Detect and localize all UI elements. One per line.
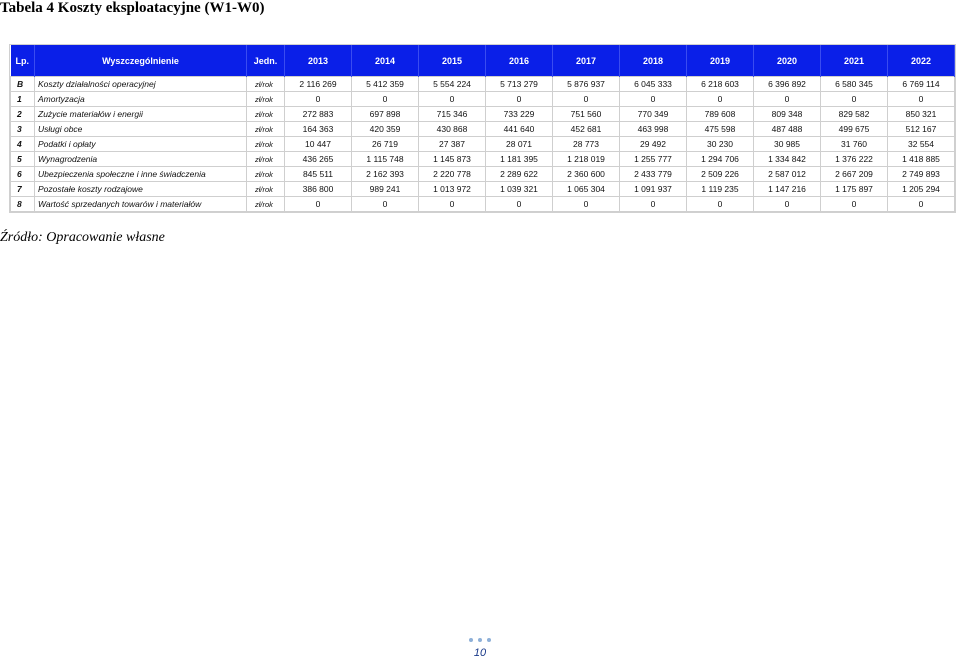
- row-number-cell: 3: [11, 122, 35, 137]
- value-cell: 0: [821, 92, 888, 107]
- value-cell: 2 162 393: [352, 167, 419, 182]
- source-note: Źródło: Opracowanie własne: [0, 230, 165, 245]
- value-cell: 430 868: [419, 122, 486, 137]
- value-cell: 28 071: [486, 137, 553, 152]
- table-row: [11, 137, 955, 152]
- column-header: 2017: [553, 45, 620, 77]
- value-cell: 26 719: [352, 137, 419, 152]
- value-cell: 2 289 622: [486, 167, 553, 182]
- column-header: 2015: [419, 45, 486, 77]
- row-description-cell: Wartość sprzedanych towarów i materiałów: [35, 197, 247, 212]
- unit-cell: zł/rok: [247, 137, 285, 152]
- value-cell: 0: [754, 92, 821, 107]
- unit-cell: zł/rok: [247, 182, 285, 197]
- value-cell: 0: [285, 92, 352, 107]
- value-cell: 1 147 216: [754, 182, 821, 197]
- unit-cell: zł/rok: [247, 107, 285, 122]
- value-cell: 0: [352, 197, 419, 212]
- row-description-cell: Podatki i opłaty: [35, 137, 247, 152]
- value-cell: 6 396 892: [754, 77, 821, 92]
- cost-table: [10, 45, 955, 212]
- cost-table-container: [9, 44, 956, 213]
- table-row: [11, 152, 955, 167]
- value-cell: 441 640: [486, 122, 553, 137]
- value-cell: 1 218 019: [553, 152, 620, 167]
- value-cell: 0: [553, 197, 620, 212]
- value-cell: 1 205 294: [888, 182, 955, 197]
- value-cell: 452 681: [553, 122, 620, 137]
- unit-cell: zł/rok: [247, 77, 285, 92]
- value-cell: 28 773: [553, 137, 620, 152]
- value-cell: 1 418 885: [888, 152, 955, 167]
- value-cell: 30 985: [754, 137, 821, 152]
- value-cell: 1 013 972: [419, 182, 486, 197]
- value-cell: 2 116 269: [285, 77, 352, 92]
- value-cell: 1 181 395: [486, 152, 553, 167]
- value-cell: 1 255 777: [620, 152, 687, 167]
- value-cell: 5 713 279: [486, 77, 553, 92]
- value-cell: 715 346: [419, 107, 486, 122]
- value-cell: 1 115 748: [352, 152, 419, 167]
- value-cell: 487 488: [754, 122, 821, 137]
- value-cell: 0: [352, 92, 419, 107]
- row-number-cell: 1: [11, 92, 35, 107]
- row-number-cell: 2: [11, 107, 35, 122]
- value-cell: 5 554 224: [419, 77, 486, 92]
- value-cell: 697 898: [352, 107, 419, 122]
- row-description-cell: Pozostałe koszty rodzajowe: [35, 182, 247, 197]
- row-description-cell: Amortyzacja: [35, 92, 247, 107]
- value-cell: 829 582: [821, 107, 888, 122]
- row-number-cell: 5: [11, 152, 35, 167]
- table-header-row: [11, 45, 955, 77]
- table-body: [11, 77, 955, 212]
- value-cell: 809 348: [754, 107, 821, 122]
- column-header: Lp.: [11, 45, 35, 77]
- value-cell: 0: [620, 92, 687, 107]
- value-cell: 1 294 706: [687, 152, 754, 167]
- value-cell: 770 349: [620, 107, 687, 122]
- value-cell: 2 667 209: [821, 167, 888, 182]
- page-footer: [456, 638, 504, 659]
- value-cell: 2 360 600: [553, 167, 620, 182]
- value-cell: 1 334 842: [754, 152, 821, 167]
- value-cell: 512 167: [888, 122, 955, 137]
- value-cell: 2 509 226: [687, 167, 754, 182]
- value-cell: 845 511: [285, 167, 352, 182]
- column-header: 2014: [352, 45, 419, 77]
- value-cell: 1 119 235: [687, 182, 754, 197]
- row-number-cell: 7: [11, 182, 35, 197]
- value-cell: 5 876 937: [553, 77, 620, 92]
- row-description-cell: Ubezpieczenia społeczne i inne świadczenia: [35, 167, 247, 182]
- value-cell: 1 039 321: [486, 182, 553, 197]
- table-row: [11, 182, 955, 197]
- row-description-cell: Koszty działalności operacyjnej: [35, 77, 247, 92]
- column-header: 2018: [620, 45, 687, 77]
- unit-cell: zł/rok: [247, 197, 285, 212]
- value-cell: 31 760: [821, 137, 888, 152]
- column-header: Wyszczególnienie: [35, 45, 247, 77]
- value-cell: 733 229: [486, 107, 553, 122]
- value-cell: 789 608: [687, 107, 754, 122]
- value-cell: 0: [888, 197, 955, 212]
- value-cell: 6 769 114: [888, 77, 955, 92]
- value-cell: 2 587 012: [754, 167, 821, 182]
- footer-dots-icon: [456, 638, 504, 644]
- value-cell: 29 492: [620, 137, 687, 152]
- column-header: 2021: [821, 45, 888, 77]
- value-cell: 850 321: [888, 107, 955, 122]
- table-row: [11, 107, 955, 122]
- value-cell: 0: [754, 197, 821, 212]
- row-number-cell: 8: [11, 197, 35, 212]
- value-cell: 6 218 603: [687, 77, 754, 92]
- value-cell: 164 363: [285, 122, 352, 137]
- column-header: Jedn.: [247, 45, 285, 77]
- value-cell: 751 560: [553, 107, 620, 122]
- value-cell: 0: [419, 197, 486, 212]
- value-cell: 1 145 873: [419, 152, 486, 167]
- row-number-cell: B: [11, 77, 35, 92]
- value-cell: 0: [285, 197, 352, 212]
- table-caption: Tabela 4 Koszty eksploatacyjne (W1-W0): [0, 0, 265, 16]
- value-cell: 6 045 333: [620, 77, 687, 92]
- value-cell: 32 554: [888, 137, 955, 152]
- value-cell: 1 376 222: [821, 152, 888, 167]
- column-header: 2022: [888, 45, 955, 77]
- row-number-cell: 6: [11, 167, 35, 182]
- value-cell: 0: [553, 92, 620, 107]
- table-row: [11, 122, 955, 137]
- value-cell: 0: [620, 197, 687, 212]
- table-row: [11, 92, 955, 107]
- value-cell: 272 883: [285, 107, 352, 122]
- value-cell: 0: [821, 197, 888, 212]
- value-cell: 1 175 897: [821, 182, 888, 197]
- value-cell: 499 675: [821, 122, 888, 137]
- value-cell: 475 598: [687, 122, 754, 137]
- value-cell: 989 241: [352, 182, 419, 197]
- value-cell: 1 065 304: [553, 182, 620, 197]
- column-header: 2019: [687, 45, 754, 77]
- value-cell: 0: [486, 197, 553, 212]
- value-cell: 436 265: [285, 152, 352, 167]
- value-cell: 27 387: [419, 137, 486, 152]
- value-cell: 0: [888, 92, 955, 107]
- unit-cell: zł/rok: [247, 152, 285, 167]
- row-description-cell: Zużycie materiałów i energii: [35, 107, 247, 122]
- page-number: 10: [473, 647, 487, 659]
- value-cell: 0: [687, 197, 754, 212]
- row-description-cell: Wynagrodzenia: [35, 152, 247, 167]
- unit-cell: zł/rok: [247, 122, 285, 137]
- value-cell: 6 580 345: [821, 77, 888, 92]
- table-row: [11, 197, 955, 212]
- value-cell: 463 998: [620, 122, 687, 137]
- value-cell: 5 412 359: [352, 77, 419, 92]
- value-cell: 2 220 778: [419, 167, 486, 182]
- row-number-cell: 4: [11, 137, 35, 152]
- value-cell: 386 800: [285, 182, 352, 197]
- table-row: [11, 167, 955, 182]
- column-header: 2016: [486, 45, 553, 77]
- unit-cell: zł/rok: [247, 92, 285, 107]
- value-cell: 0: [486, 92, 553, 107]
- table-row: [11, 77, 955, 92]
- unit-cell: zł/rok: [247, 167, 285, 182]
- column-header: 2013: [285, 45, 352, 77]
- row-description-cell: Usługi obce: [35, 122, 247, 137]
- value-cell: 10 447: [285, 137, 352, 152]
- value-cell: 2 433 779: [620, 167, 687, 182]
- value-cell: 1 091 937: [620, 182, 687, 197]
- column-header: 2020: [754, 45, 821, 77]
- value-cell: 2 749 893: [888, 167, 955, 182]
- value-cell: 0: [419, 92, 486, 107]
- value-cell: 420 359: [352, 122, 419, 137]
- value-cell: 30 230: [687, 137, 754, 152]
- value-cell: 0: [687, 92, 754, 107]
